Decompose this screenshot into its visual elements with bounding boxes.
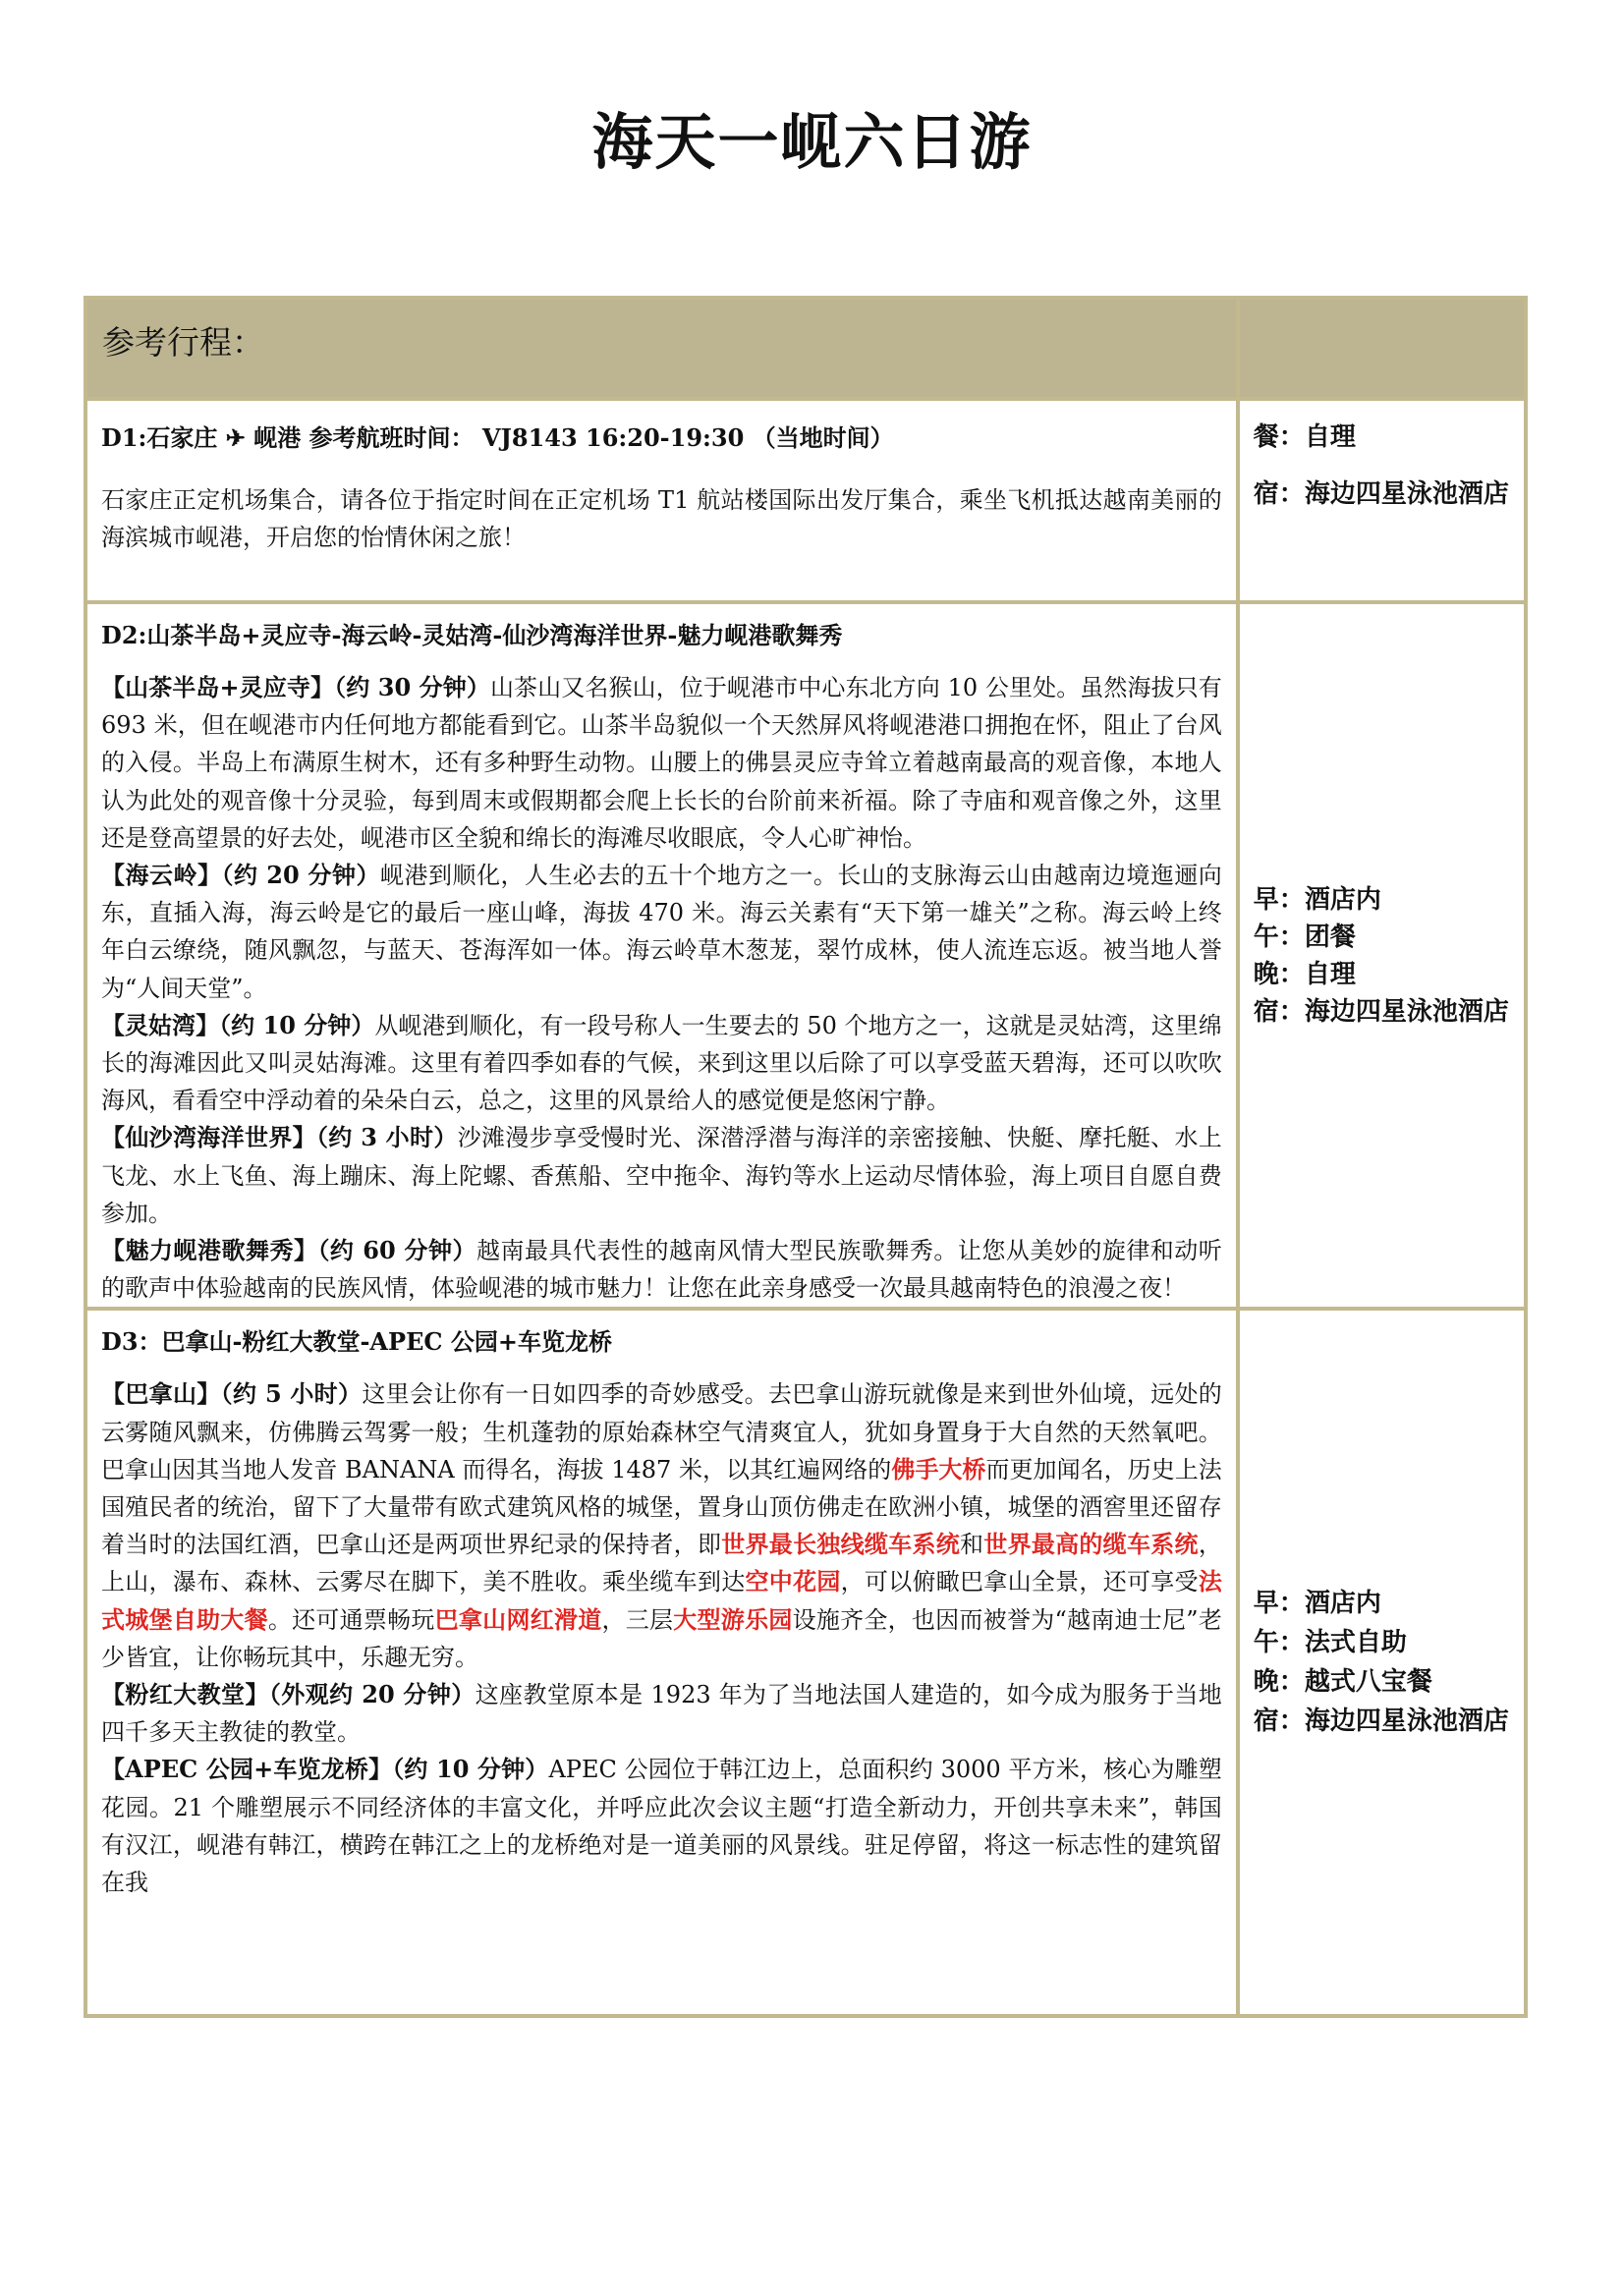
section-text: ，上山，瀑布、森林、云雾尽在脚下，美不胜收。乘坐缆车到达: [101, 1531, 1222, 1596]
section-keyword: 【山茶半岛+灵应寺】（约 30 分钟）: [101, 673, 490, 701]
section-text: ，可以俯瞰巴拿山全景，还可享受: [840, 1568, 1199, 1596]
section-paragraph: [87, 1119, 1236, 1232]
section-keyword: 【仙沙湾海洋世界】（约 3 小时）: [101, 1123, 458, 1152]
meal-label: 餐：: [1253, 422, 1305, 452]
highlight-text: 法式城堡自助大餐: [101, 1567, 1222, 1634]
meal-value: 海边四星泳池酒店: [1304, 1707, 1509, 1737]
header-cell: [85, 298, 1238, 399]
meal-item: [1254, 476, 1514, 513]
meal-value: 越式八宝餐: [1304, 1667, 1432, 1698]
meal-value: 海边四星泳池酒店: [1304, 479, 1509, 509]
bana-paragraph: [87, 1375, 1236, 1676]
section-paragraph: [87, 857, 1236, 1007]
day-main-cell: [85, 1309, 1238, 2016]
section-keyword: 【海云岭】（约 20 分钟）: [101, 861, 381, 890]
day-title: D1:石家庄 ✈ 岘港 参考航班时间： VJ8143 16:20-19:30 （当地时间）: [101, 423, 894, 452]
day-title: D3：巴拿山-粉红大教堂-APEC 公园+车览龙桥: [101, 1327, 612, 1357]
section-text: 设施齐全，也因而被誉为“越南迪士尼”老少皆宜，让你畅玩其中，乐趣无穷。: [101, 1605, 1222, 1671]
section-text: 而更加闻名，历史上法国殖民者的统治，留下了大量带有欧式建筑风格的城堡，置身山顶仿佛走在欧洲小镇，城堡的酒窖里还留存着当时的法国红酒，巴拿山还是两项世界纪录的保持者，即: [101, 1455, 1222, 1559]
section-text: 这座教堂原本是 1923 年为了当地法国人建造的，如今成为服务于当地四千多天主教徒的教堂。: [101, 1681, 1222, 1747]
section-keyword: 【巴拿山】（约 5 小时）: [101, 1379, 363, 1409]
section-keyword: 【魅力岘港歌舞秀】（约 60 分钟）: [101, 1236, 476, 1265]
meal-label: 宿：: [1253, 1707, 1305, 1737]
highlight-text: 巴拿山网红滑道: [434, 1604, 602, 1634]
section-keyword: 【APEC 公园+车览龙桥】（约 10 分钟）: [101, 1755, 549, 1784]
meal-value: 酒店内: [1304, 884, 1381, 915]
highlight-text: 佛手大桥: [891, 1454, 986, 1483]
highlight-text: 世界最高的缆车系统: [983, 1530, 1199, 1559]
header-side-cell: [1238, 298, 1526, 399]
day-row-d3: [85, 1309, 1526, 2016]
day-row-d2: [85, 602, 1526, 1309]
day-main-cell: [85, 399, 1238, 602]
page-title: 海天一岘六日游: [591, 106, 1033, 178]
meal-item: [1254, 1623, 1514, 1662]
meal-value: 海边四星泳池酒店: [1304, 996, 1509, 1027]
meal-value: 自理: [1304, 422, 1356, 452]
meal-value: 法式自助: [1304, 1628, 1407, 1658]
section-keyword: 【灵姑湾】（约 10 分钟）: [101, 1010, 375, 1039]
section-text: 山茶山又名猴山，位于岘港市中心东北方向 10 公里处。虽然海拔只有 693 米，但在岘港市内任何地方都能看到它。山茶半岛貌似一个天然屏风将岘港港口拥抱在怀，阻止了台风的入侵。半岛上布满原生树木，还有多种野生动物。山腰上的佛昙灵应寺耸立着越南最高的观音像，本地人认为此处的观音像十分灵验，每到周末或假期都会爬上长长的台阶前来祈福。除了寺庙和观音像之外，这里还是登高望景的好去处，岘港市区全貌和绵长的海滩尽收眼底，令人心旷神怡。: [101, 674, 1222, 852]
day-row-d1: [85, 399, 1526, 602]
section-text: ，三层: [601, 1605, 674, 1634]
section-text: 和: [960, 1531, 984, 1559]
day-title: D2:山茶半岛+灵应寺-海云岭-灵姑湾-仙沙湾海洋世界-魅力岘港歌舞秀: [101, 621, 843, 649]
header-label: 参考行程：: [102, 323, 264, 362]
day-main-cell: [85, 602, 1238, 1309]
section-paragraph: [87, 1751, 1236, 1901]
table-header-row: [85, 298, 1526, 399]
section-text: 。还可通票畅玩: [267, 1605, 435, 1634]
meal-item: [1254, 419, 1514, 456]
meal-label: 早：: [1253, 1589, 1305, 1619]
meal-item: [1254, 1702, 1514, 1741]
section-paragraph: [87, 1007, 1236, 1120]
meal-value: 团餐: [1304, 922, 1356, 952]
meal-item: [1254, 956, 1514, 993]
section-paragraph: [87, 1232, 1236, 1307]
section-text: APEC 公园位于韩江边上，总面积约 3000 平方米，核心为雕塑花园。21 个雕塑展示不同经济体的丰富文化，并呼应此次会议主题“打造全新动力，开创共享未来”，韩国有汉江，岘港有韩江，横跨在韩江之上的龙桥绝对是一道美丽的风景线。驻足停留，将这一标志性的建筑留在我: [101, 1756, 1222, 1897]
day-side-cell: [1238, 399, 1526, 602]
highlight-text: 空中花园: [745, 1567, 841, 1596]
meal-item: [1254, 1584, 1514, 1623]
meal-label: 午：: [1253, 922, 1305, 952]
section-text: 沙滩漫步享受慢时光、深潜浮潜与海洋的亲密接触、快艇、摩托艇、水上飞龙、水上飞鱼、海上蹦床、海上陀螺、香蕉船、空中拖伞、海钓等水上运动尽情体验，海上项目自愿自费参加。: [101, 1124, 1222, 1227]
meal-item: [1254, 881, 1514, 919]
meal-label: 宿：: [1253, 996, 1305, 1027]
meal-label: 晚：: [1253, 1667, 1305, 1698]
day-description: 石家庄正定机场集合，请各位于指定时间在正定机场 T1 航站楼国际出发厅集合，乘坐飞机抵达越南美丽的海滨城市岘港，开启您的怡情休闲之旅！: [101, 486, 1222, 552]
section-text: 从岘港到顺化，有一段号称人一生要去的 50 个地方之一，这就是灵姑湾，这里绵长的海滩因此又叫灵姑海滩。这里有着四季如春的气候，来到这里以后除了可以享受蓝天碧海，还可以吹吹海风，看看空中浮动着的朵朵白云，总之，这里的风景给人的感觉便是悠闲宁静。: [101, 1011, 1222, 1115]
meal-value: 酒店内: [1304, 1589, 1381, 1619]
meal-label: 晚：: [1253, 959, 1305, 989]
meal-item: [1254, 1662, 1514, 1702]
meal-label: 早：: [1253, 884, 1305, 915]
section-text: 越南最具代表性的越南风情大型民族歌舞秀。让您从美妙的旋律和动听的歌声中体验越南的民族风情，体验岘港的城市魅力！让您在此亲身感受一次最具越南特色的浪漫之夜！: [101, 1237, 1222, 1303]
section-paragraph: [87, 669, 1236, 857]
meal-item: [1254, 919, 1514, 956]
highlight-text: 大型游乐园: [673, 1604, 793, 1634]
section-paragraph: [87, 1676, 1236, 1751]
section-text: 岘港到顺化，人生必去的五十个地方之一。长山的支脉海云山由越南边境迤逦向东，直插入海，海云岭是它的最后一座山峰，海拔 470 米。海云关素有“天下第一雄关”之称。海云岭上终年白云缭绕，随风飘忽，与蓝天、苍海浑如一体。海云岭草木葱茏，翠竹成林，使人流连忘返。被当地人誉为“人间天堂”。: [101, 862, 1222, 1002]
meal-item: [1254, 993, 1514, 1031]
meal-label: 午：: [1253, 1628, 1305, 1658]
day-side-cell: [1238, 1309, 1526, 2016]
meal-value: 自理: [1304, 959, 1356, 989]
itinerary-table: [84, 296, 1528, 2018]
section-keyword: 【粉红大教堂】（外观约 20 分钟）: [101, 1680, 476, 1709]
meal-label: 宿：: [1253, 479, 1305, 509]
highlight-text: 世界最长独线缆车系统: [721, 1530, 961, 1559]
day-side-cell: [1238, 602, 1526, 1309]
section-text: 这里会让你有一日如四季的奇妙感受。去巴拿山游玩就像是来到世外仙境，远处的云雾随风飘来，仿佛腾云驾雾一般；生机蓬勃的原始森林空气清爽宜人，犹如身置身于大自然的天然氧吧。巴拿山因其当地人发音 BANANA 而得名，海拔 1487 米，以其红遍网络的: [101, 1380, 1222, 1483]
